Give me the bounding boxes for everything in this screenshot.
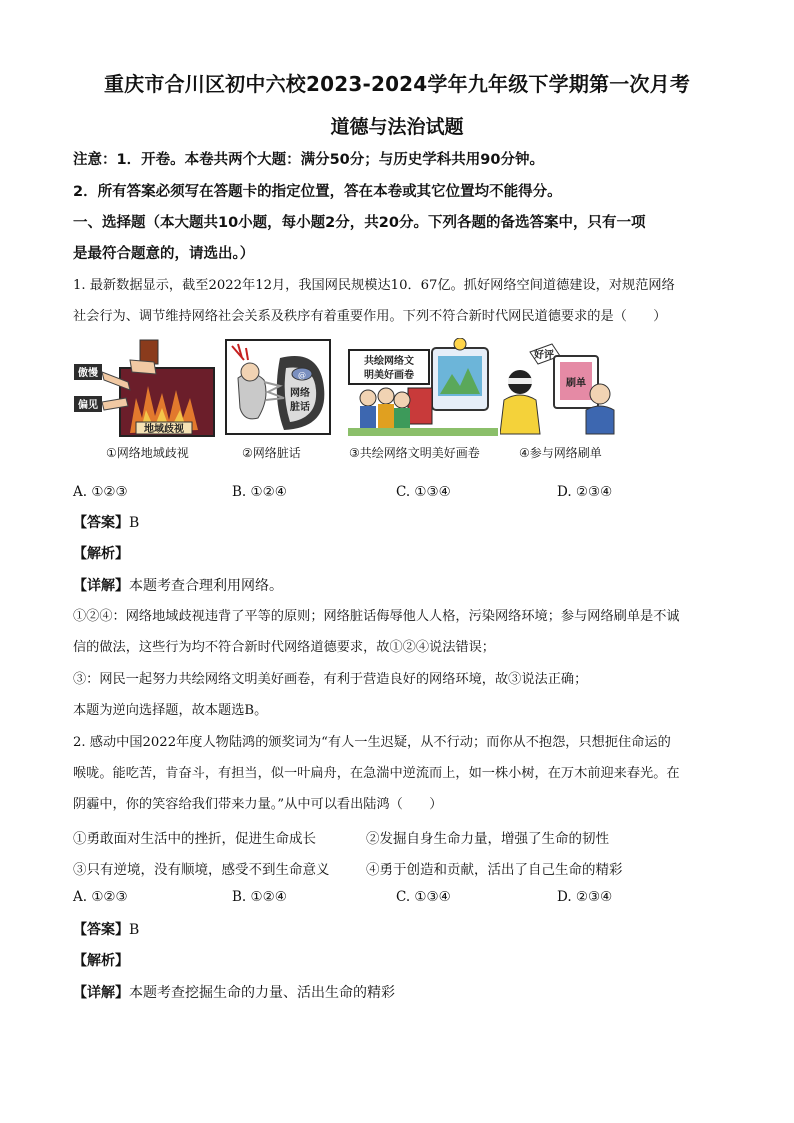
tag-shuadan: 刷单 bbox=[566, 378, 586, 389]
q2-detail-label: 【详解】 bbox=[73, 985, 129, 1001]
q2-stem-line-3: 阴霾中，你的笑容给我们带来力量。”从中可以看出陆鸿（ ） bbox=[73, 797, 443, 812]
q2-detail-text: 本题考查挖掘生命的力量、活出生命的精彩 bbox=[129, 985, 395, 1001]
q2-option-c: C. ①③④ bbox=[396, 889, 451, 905]
q1-answer-value: B bbox=[129, 515, 140, 531]
q1-analysis-label: 【解析】 bbox=[73, 546, 129, 562]
exam-subtitle: 道德与法治试题 bbox=[330, 116, 464, 138]
note-line-2: 2．所有答案必须写在答题卡的指定位置，答在本卷或其它位置均不能得分。 bbox=[73, 184, 562, 200]
q1-option-d: D. ②③④ bbox=[557, 484, 613, 500]
tag-zanghua: 脏话 bbox=[290, 402, 310, 413]
q2-item-1: ①勇敢面对生活中的挫折，促进生命成长 bbox=[73, 831, 316, 847]
q2-option-b: B. ①②④ bbox=[232, 889, 287, 905]
illustration-discrimination bbox=[70, 338, 218, 438]
tag-banner1: 共绘网络文 bbox=[364, 356, 414, 367]
section-heading-line-2: 是最符合题意的，请选出。） bbox=[73, 246, 255, 262]
q2-answer-label: 【答案】 bbox=[73, 922, 129, 938]
svg-text:@: @ bbox=[298, 371, 306, 380]
q2-stem-line-1: 2. 感动中国2022年度人物陆鸿的颁奖词为“有人一生迟疑，从不行动；而你从不抱怨，只想扼住命运的 bbox=[73, 735, 671, 750]
q2-item-3: ③只有逆境，没有顺境，感受不到生命意义 bbox=[73, 862, 330, 878]
q2-detail bbox=[73, 983, 723, 1003]
q1-detail-label: 【详解】 bbox=[73, 578, 129, 594]
illustration-co-painting bbox=[348, 338, 498, 438]
caption-1: ①网络地域歧视 bbox=[106, 446, 189, 460]
q1-detail-text: 本题考查合理利用网络。 bbox=[129, 578, 283, 594]
exam-title: 重庆市合川区初中六校2023-2024学年九年级下学期第一次月考 bbox=[103, 72, 691, 96]
q2-answer-value: B bbox=[129, 922, 140, 938]
caption-3: ③共绘网络文明美好画卷 bbox=[349, 446, 480, 460]
tag-haoping: 好评 bbox=[534, 350, 554, 361]
q1-explanation-line-3: ③：网民一起努力共绘网络文明美好画卷，有利于营造良好的网络环境，故③说法正确； bbox=[73, 672, 588, 687]
tag-wangluo: 网络 bbox=[290, 388, 310, 399]
q2-stem-line-2: 喉咙。能吃苦，肯奋斗，有担当，似一叶扁舟，在急湍中逆流而上，如一株小树，在万木前迎来春光。在 bbox=[73, 766, 680, 781]
q2-item-2: ②发掘自身生命力量，增强了生命的韧性 bbox=[366, 831, 609, 847]
q1-option-a: A. ①②③ bbox=[73, 484, 128, 500]
illustration-foul-language bbox=[224, 338, 334, 438]
q1-detail bbox=[73, 576, 723, 596]
q1-explanation-line-1: ①②④：网络地域歧视违背了平等的原则；网络脏话侮辱他人人格，污染网络环境；参与网络刷单是不诚 bbox=[73, 609, 680, 624]
tag-aoman: 傲慢 bbox=[78, 368, 98, 379]
q1-option-c: C. ①③④ bbox=[396, 484, 451, 500]
q1-illustrations bbox=[66, 338, 726, 468]
section-heading-line-1: 一、选择题（本大题共10小题，每小题2分，共20分。下列各题的备选答案中，只有一项 bbox=[73, 215, 646, 231]
q1-answer bbox=[73, 513, 723, 533]
q2-option-a: A. ①②③ bbox=[73, 889, 128, 905]
caption-4: ④参与网络刷单 bbox=[519, 446, 602, 460]
q1-stem-line-2: 社会行为、调节维持网络社会关系及秩序有着重要作用。下列不符合新时代网民道德要求的是（ ） bbox=[73, 309, 667, 324]
q1-answer-label: 【答案】 bbox=[73, 515, 129, 531]
caption-2: ②网络脏话 bbox=[242, 446, 301, 460]
illustration-fake-reviews bbox=[500, 338, 616, 438]
q2-item-4: ④勇于创造和贡献，活出了自己生命的精彩 bbox=[366, 862, 623, 878]
q2-answer bbox=[73, 920, 723, 940]
q1-explanation-line-2: 信的做法，这些行为均不符合新时代网络道德要求，故①②④说法错误； bbox=[73, 640, 495, 655]
tag-pianjian: 偏见 bbox=[78, 400, 98, 411]
tag-banner2: 明美好画卷 bbox=[364, 370, 414, 381]
q2-analysis-label: 【解析】 bbox=[73, 953, 129, 969]
tag-diyu: 地域歧视 bbox=[144, 424, 184, 435]
q1-stem-line-1: 1. 最新数据显示，截至2022年12月，我国网民规模达10．67亿。抓好网络空间道德建设，对规范网络 bbox=[73, 278, 675, 293]
q1-explanation-line-4: 本题为逆向选择题，故本题选B。 bbox=[73, 703, 268, 718]
q1-option-b: B. ①②④ bbox=[232, 484, 287, 500]
note-line-1: 注意：1．开卷。本卷共两个大题：满分50分；与历史学科共用90分钟。 bbox=[73, 152, 544, 168]
q2-option-d: D. ②③④ bbox=[557, 889, 613, 905]
